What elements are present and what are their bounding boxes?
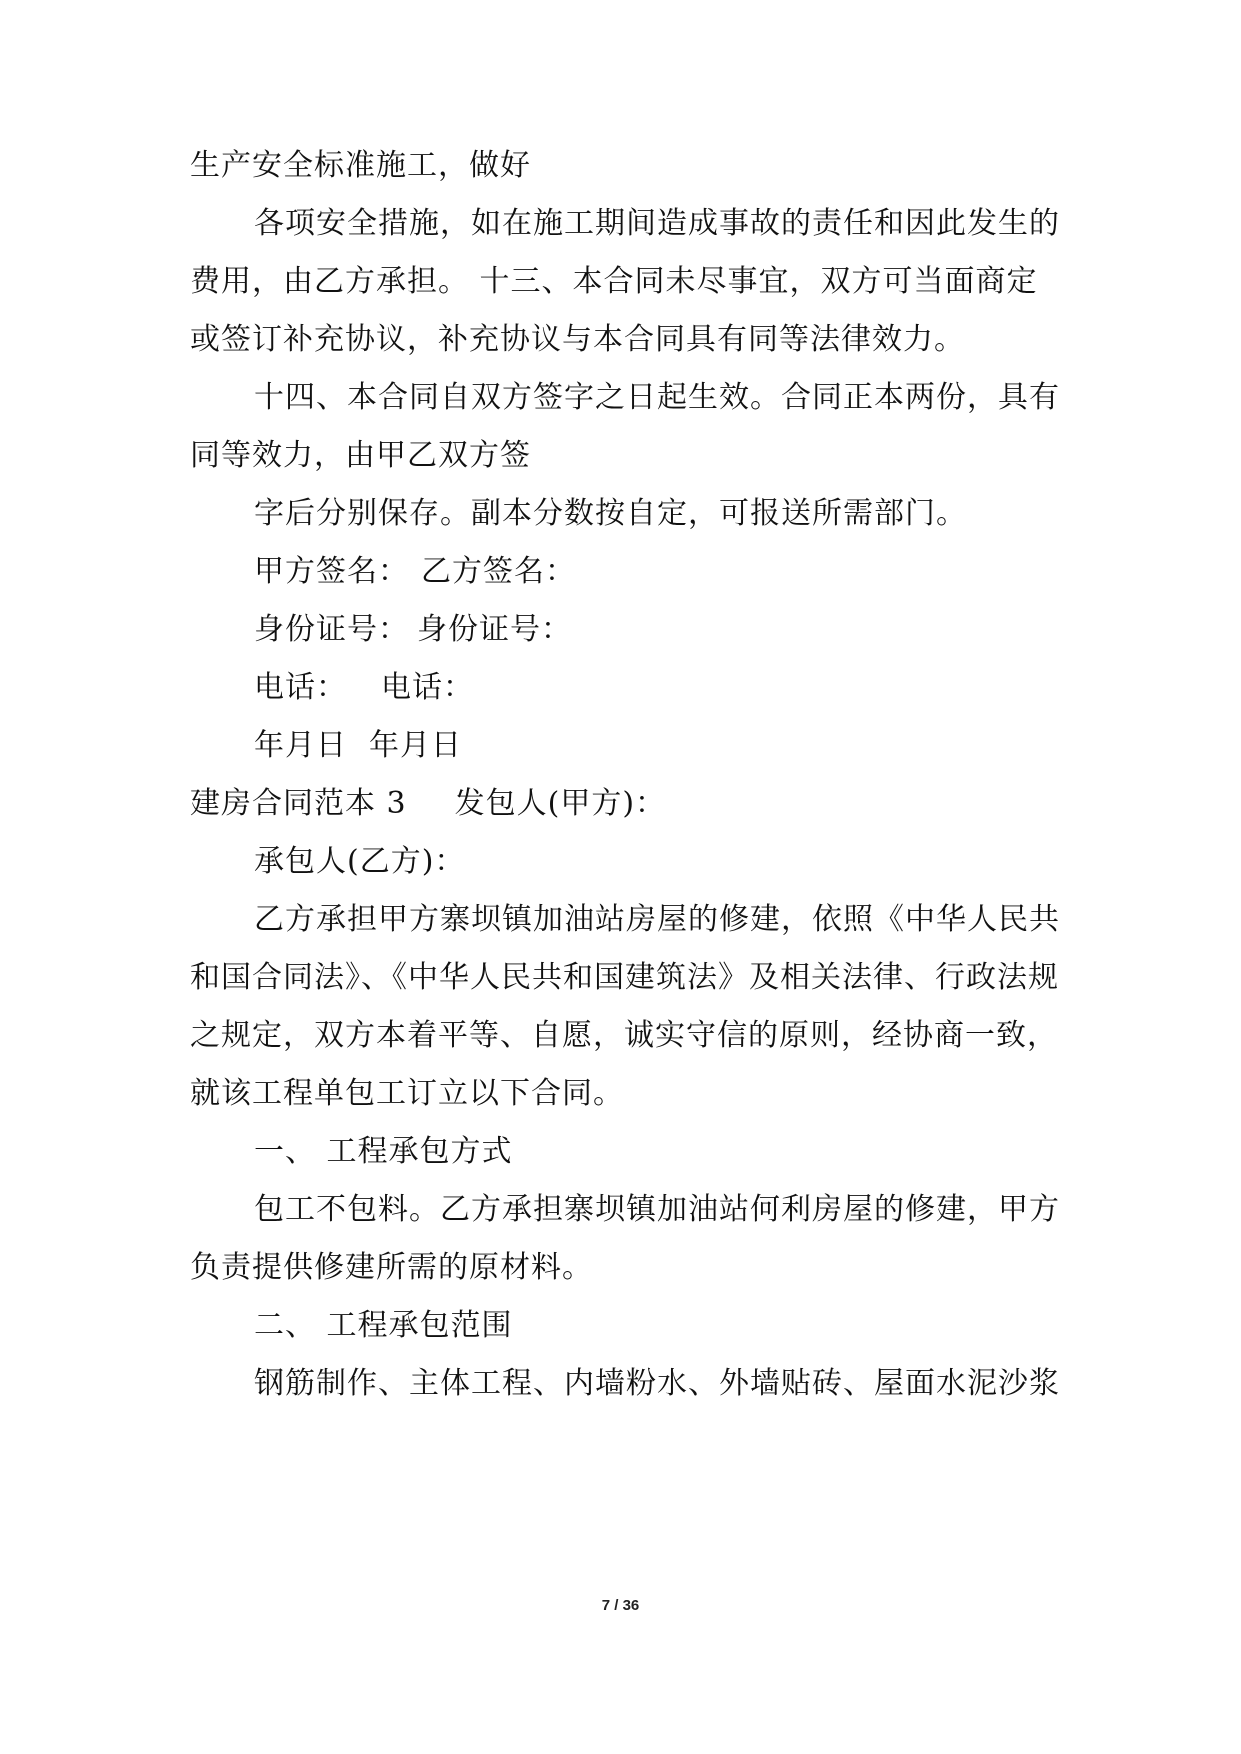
party-a-id-label: 身份证号： <box>254 612 409 647</box>
text-line: 费用，由乙方承担。 十三、本合同未尽事宜，双方可当面商定 <box>190 264 1038 299</box>
text-line: 各项安全措施，如在施工期间造成事故的责任和因此发生的 <box>254 206 1060 241</box>
signature-row <box>254 552 576 592</box>
text-line: 生产安全标准施工，做好 <box>190 148 531 183</box>
phone-row <box>254 668 474 708</box>
intro-line: 乙方承担甲方寨坝镇加油站房屋的修建，依照《中华人民共 <box>254 902 1060 937</box>
section-title: 建房合同范本 3 <box>190 786 407 821</box>
text-line: 字后分别保存。副本分数按自定，可报送所需部门。 <box>254 496 967 531</box>
text-line: 或签订补充协议，补充协议与本合同具有同等法律效力。 <box>190 322 965 357</box>
contractor-label: 承包人(乙方)： <box>254 844 466 879</box>
page-number: 7 / 36 <box>601 1597 640 1614</box>
intro-line: 之规定，双方本着平等、自愿，诚实守信的原则，经协商一致， <box>190 1018 1058 1053</box>
text-line: 十四、本合同自双方签字之日起生效。合同正本两份，具有 <box>254 380 1060 415</box>
section-heading-row <box>190 784 666 824</box>
clause-text-line: 负责提供修建所需的原材料。 <box>190 1250 593 1285</box>
party-b-phone-label: 电话： <box>381 670 474 705</box>
clause-text-line: 包工不包料。乙方承担寨坝镇加油站何利房屋的修建，甲方 <box>254 1192 1060 1227</box>
id-number-row <box>254 610 572 650</box>
clause-title: 二、 工程承包范围 <box>254 1308 513 1343</box>
intro-line: 就该工程单包工订立以下合同。 <box>190 1076 624 1111</box>
party-a-date-label: 年月日 <box>254 728 347 763</box>
party-b-id-label: 身份证号： <box>417 612 572 647</box>
party-a-sign-label: 甲方签名： <box>254 554 409 589</box>
intro-line: 和国合同法》、《中华人民共和国建筑法》及相关法律、行政法规 <box>190 960 1059 995</box>
party-b-sign-label: 乙方签名： <box>421 554 576 589</box>
employer-label: 发包人(甲方)： <box>454 786 667 821</box>
party-a-phone-label: 电话： <box>254 670 347 705</box>
clause-text-line: 钢筋制作、主体工程、内墙粉水、外墙贴砖、屋面水泥沙浆 <box>254 1366 1060 1401</box>
date-row <box>254 726 462 766</box>
clause-title: 一、 工程承包方式 <box>254 1134 513 1169</box>
party-b-date-label: 年月日 <box>369 728 462 763</box>
text-line: 同等效力，由甲乙双方签 <box>190 438 531 473</box>
